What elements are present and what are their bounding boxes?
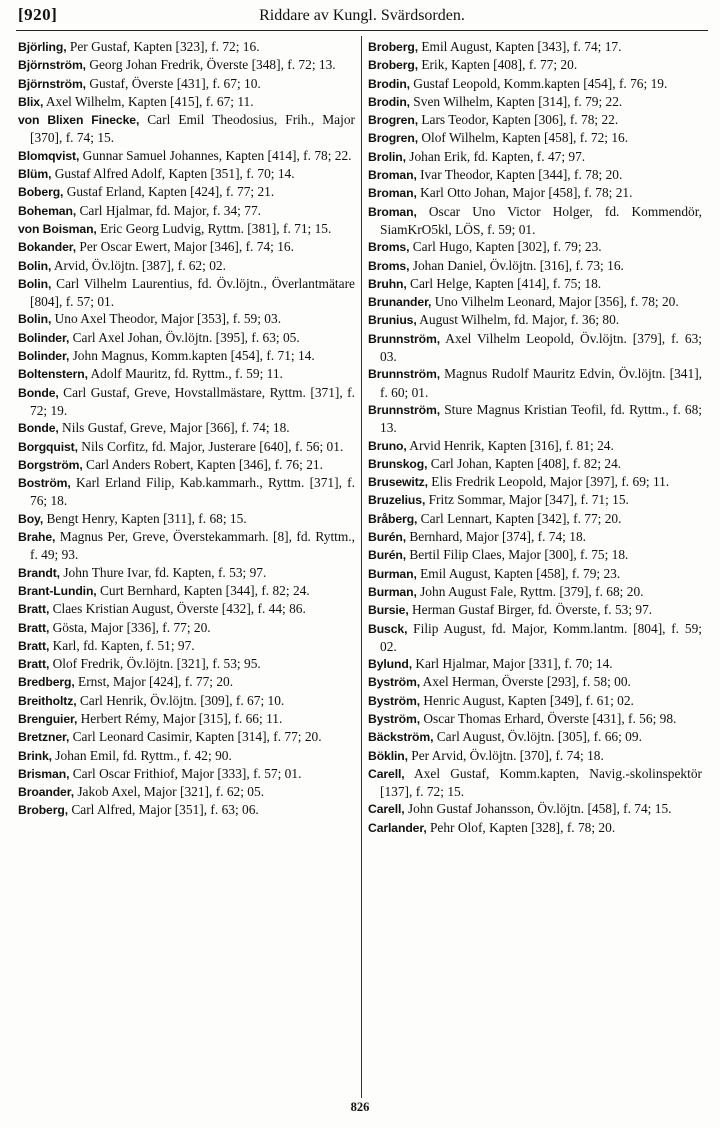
entry-details: Olof Wilhelm, Kapten [458], f. 72; 16. — [418, 130, 629, 146]
register-entry — [18, 202, 355, 220]
entry-details: Per Oscar Ewert, Major [346], f. 74; 16. — [76, 239, 294, 255]
entry-details: Johan Daniel, Öv.löjtn. [316], f. 73; 16. — [409, 257, 624, 273]
register-entry — [18, 419, 355, 437]
entry-details: Uno Axel Theodor, Major [353], f. 59; 03. — [51, 311, 282, 327]
entry-surname: Boberg, — [18, 185, 64, 200]
entry-details: Karl Erland Filip, Kab.kammarh., Ryttm. [371], f. 76; 18. — [30, 475, 355, 509]
entry-details: Bengt Henry, Kapten [311], f. 68; 15. — [43, 510, 247, 526]
register-entry — [368, 293, 702, 311]
entry-details: Emil August, Kapten [343], f. 74; 17. — [418, 39, 622, 54]
entry-surname: Brogren, — [368, 131, 418, 146]
entry-surname: Brisman, — [18, 766, 70, 781]
entry-details: Nils Corfitz, fd. Major, Justerare [640], f. 56; 01. — [77, 438, 344, 454]
entry-details: Gustaf, Överste [431], f. 67; 10. — [85, 75, 261, 91]
entry-surname: Borgström, — [18, 457, 83, 472]
entry-details: Karl Hjalmar, Major [331], f. 70; 14. — [412, 656, 613, 672]
register-entry — [368, 455, 702, 473]
entry-details: Carl Alfred, Major [351], f. 63; 06. — [68, 802, 259, 818]
entry-surname: Broberg, — [368, 40, 418, 54]
entry-surname: Brunnström, — [368, 331, 441, 346]
entry-details: Carl Oscar Frithiof, Major [333], f. 57; 01. — [69, 765, 302, 781]
entry-details: Arvid, Öv.löjtn. [387], f. 62; 02. — [51, 257, 226, 273]
entry-details: Johan Emil, fd. Ryttm., f. 42; 90. — [51, 747, 232, 763]
entry-surname: Bolin, — [18, 258, 52, 273]
entry-details: Ernst, Major [424], f. 77; 20. — [74, 674, 234, 690]
register-entry — [18, 238, 355, 256]
register-entry — [18, 220, 355, 238]
entry-surname: Bruno, — [368, 438, 407, 453]
register-entry — [18, 510, 355, 528]
entry-surname: Bursie, — [368, 603, 409, 618]
register-entry — [368, 437, 702, 455]
entry-surname: Brant-Lundin, — [18, 583, 97, 598]
register-entry — [368, 747, 702, 765]
register-entry — [18, 710, 355, 728]
register-entry — [368, 819, 702, 837]
entry-details: Carl Hjalmar, fd. Major, f. 34; 77. — [76, 202, 261, 218]
entry-details: Carl Lennart, Kapten [342], f. 77; 20. — [417, 510, 622, 526]
entry-details: Carl Helge, Kapten [414], f. 75; 18. — [406, 275, 602, 291]
entry-details: Eric Georg Ludvig, Ryttm. [381], f. 71; 15. — [96, 220, 332, 236]
entry-details: Axel Gustaf, Komm.kapten, Navig.-skolinspektör [137], f. 72; 15. — [380, 765, 702, 800]
register-entry — [18, 165, 355, 183]
entry-surname: Böklin, — [368, 748, 408, 763]
register-entry — [368, 528, 702, 546]
register-entry — [18, 147, 355, 165]
register-entry — [368, 800, 702, 818]
register-entry — [368, 491, 702, 509]
entry-surname: Blix, — [18, 94, 44, 109]
entry-details: Axel Vilhelm Leopold, Öv.löjtn. [379], f. 63; 03. — [380, 330, 702, 365]
running-title: Riddare av Kungl. Svärdsorden. — [259, 7, 465, 24]
page-number-bottom: 826 — [350, 1100, 370, 1114]
entry-details: Sven Wilhelm, Kapten [314], f. 79; 22. — [409, 93, 623, 109]
entry-details: John Thure Ivar, fd. Kapten, f. 53; 97. — [59, 564, 267, 580]
entry-surname: von Boisman, — [18, 221, 97, 236]
register-entry — [18, 655, 355, 673]
entry-details: Oscar Uno Victor Holger, fd. Kommendör, SiamKrO5kl, LÖS, f. 59; 01. — [380, 203, 702, 237]
register-entry — [368, 583, 702, 601]
entry-details: Gustaf Leopold, Komm.kapten [454], f. 76; 19. — [409, 75, 668, 91]
entry-surname: Broberg, — [368, 58, 418, 73]
register-entry — [18, 93, 355, 111]
entry-surname: Brodin, — [368, 76, 410, 91]
register-entry — [368, 728, 702, 746]
entry-details: Curt Bernhard, Kapten [344], f. 82; 24. — [96, 582, 310, 598]
register-entry — [18, 75, 355, 93]
register-entry — [18, 673, 355, 691]
entry-surname: Björnström, — [18, 58, 86, 73]
entry-details: Bertil Filip Claes, Major [300], f. 75; 18. — [406, 547, 629, 563]
register-entry — [368, 365, 702, 401]
entry-details: Emil August, Kapten [458], f. 79; 23. — [416, 565, 621, 581]
entry-surname: Bruzelius, — [368, 493, 426, 508]
entry-details: Herbert Rémy, Major [315], f. 66; 11. — [77, 710, 283, 726]
register-entry — [18, 528, 355, 564]
register-entry — [368, 473, 702, 491]
register-entry — [18, 728, 355, 746]
page-header — [16, 4, 708, 31]
register-entry — [18, 438, 355, 456]
entry-surname: Brodin, — [368, 94, 410, 109]
right-column — [368, 38, 702, 1096]
entry-surname: Brunius, — [368, 313, 417, 328]
entry-details: Oscar Thomas Erhard, Överste [431], f. 56; 98. — [420, 710, 677, 726]
register-entry — [18, 474, 355, 510]
entry-surname: Broms, — [368, 258, 410, 273]
entry-surname: Bolin, — [18, 312, 52, 327]
entry-surname: Brunnström, — [368, 367, 441, 382]
register-entry — [368, 257, 702, 275]
entry-surname: Bolinder, — [18, 330, 70, 345]
entry-details: Nils Gustaf, Greve, Major [366], f. 74; 18. — [58, 420, 290, 436]
entry-surname: Burén, — [368, 530, 406, 545]
register-entry — [368, 620, 702, 656]
register-entry — [18, 747, 355, 765]
register-entry — [18, 275, 355, 311]
entry-surname: Bonde, — [18, 421, 59, 436]
entry-details: Carl Leonard Casimir, Kapten [314], f. 77; 20. — [69, 729, 322, 745]
register-entry — [18, 257, 355, 275]
entry-details: Adolf Mauritz, fd. Ryttm., f. 59; 11. — [87, 366, 283, 382]
entry-details: Bernhard, Major [374], f. 74; 18. — [406, 529, 586, 545]
entry-surname: Carell, — [368, 802, 405, 817]
entry-surname: Bratt, — [18, 638, 50, 653]
entry-details: Carl Vilhelm Laurentius, fd. Öv.löjtn., Överlantmätare [804], f. 57; 01. — [30, 275, 355, 310]
entry-surname: Bråberg, — [368, 511, 418, 526]
entry-surname: Boheman, — [18, 203, 77, 218]
register-entry — [368, 692, 702, 710]
entry-surname: Broman, — [368, 186, 417, 201]
register-entry — [368, 148, 702, 166]
entry-surname: Bretzner, — [18, 730, 70, 745]
entry-details: Pehr Olof, Kapten [328], f. 78; 20. — [426, 819, 616, 835]
entry-surname: von Blixen Finecke, — [18, 113, 140, 128]
entry-details: Uno Vilhelm Leonard, Major [356], f. 78; 20. — [431, 294, 679, 310]
entry-details: Ivar Theodor, Kapten [344], f. 78; 20. — [416, 167, 623, 183]
entry-details: Karl, fd. Kapten, f. 51; 97. — [49, 637, 195, 653]
entry-surname: Brunnström, — [368, 402, 441, 417]
entry-surname: Borgquist, — [18, 439, 78, 454]
entry-surname: Burman, — [368, 566, 417, 581]
entry-details: Henric August, Kapten [349], f. 61; 02. — [420, 692, 634, 708]
register-entry — [18, 365, 355, 383]
entry-details: August Wilhelm, fd. Major, f. 36; 80. — [416, 312, 620, 328]
entry-surname: Broman, — [368, 204, 417, 219]
entry-details: Carl August, Öv.löjtn. [305], f. 66; 09. — [433, 729, 642, 745]
entry-details: Herman Gustaf Birger, fd. Överste, f. 53; 97. — [408, 602, 653, 618]
register-entry — [368, 75, 702, 93]
entry-surname: Boltenstern, — [18, 367, 88, 382]
register-entry — [368, 238, 702, 256]
register-entry — [18, 637, 355, 655]
entry-surname: Blomqvist, — [18, 148, 80, 163]
register-entry — [368, 673, 702, 691]
entry-surname: Björnström, — [18, 76, 86, 91]
entry-details: John August Fale, Ryttm. [379], f. 68; 20. — [416, 583, 644, 599]
entry-surname: Bratt, — [18, 620, 50, 635]
entry-surname: Broander, — [18, 785, 74, 800]
register-entry — [18, 310, 355, 328]
entry-surname: Brink, — [18, 748, 52, 763]
register-entry — [368, 401, 702, 437]
entry-details: John Magnus, Komm.kapten [454], f. 71; 14. — [69, 348, 315, 364]
entry-details: Elis Fredrik Leopold, Major [397], f. 69; 11. — [427, 474, 670, 490]
entry-details: Erik, Kapten [408], f. 77; 20. — [418, 57, 578, 73]
entry-details: John Gustaf Johansson, Öv.löjtn. [458], f. 74; 15. — [404, 801, 672, 817]
entry-surname: Breitholtz, — [18, 693, 77, 708]
entry-details: Fritz Sommar, Major [347], f. 71; 15. — [425, 492, 629, 508]
entry-details: Carl Henrik, Öv.löjtn. [309], f. 67; 10. — [76, 692, 285, 708]
register-entry — [368, 38, 702, 56]
entry-details: Olof Fredrik, Öv.löjtn. [321], f. 53; 95. — [49, 656, 261, 672]
entry-surname: Carlander, — [368, 820, 427, 835]
register-entry — [368, 655, 702, 673]
entry-details: Axel Wilhelm, Kapten [415], f. 67; 11. — [43, 93, 254, 109]
entry-details: Karl Otto Johan, Major [458], f. 78; 21. — [416, 185, 633, 201]
entry-details: Gösta, Major [336], f. 77; 20. — [49, 619, 211, 635]
entry-details: Gustaf Alfred Adolf, Kapten [351], f. 70; 14. — [51, 166, 295, 182]
entry-surname: Boy, — [18, 511, 44, 526]
entry-surname: Bonde, — [18, 385, 59, 400]
entry-surname: Carell, — [368, 766, 405, 781]
entry-details: Carl Axel Johan, Öv.löjtn. [395], f. 63; 05. — [69, 329, 300, 345]
register-entry — [368, 601, 702, 619]
entry-surname: Björling, — [18, 40, 67, 54]
entry-surname: Bredberg, — [18, 675, 75, 690]
register-entry — [18, 801, 355, 819]
entry-details: Claes Kristian August, Överste [432], f. 44; 86. — [49, 601, 306, 617]
entry-surname: Bäckström, — [368, 730, 434, 745]
register-entry — [368, 93, 702, 111]
register-entry — [368, 546, 702, 564]
entry-details: Per Gustaf, Kapten [323], f. 72; 16. — [66, 39, 260, 54]
entry-surname: Brahe, — [18, 530, 56, 545]
entry-details: Georg Johan Fredrik, Överste [348], f. 72; 13. — [85, 57, 336, 73]
entry-surname: Bokander, — [18, 240, 77, 255]
register-entry — [368, 510, 702, 528]
entry-surname: Bolinder, — [18, 349, 70, 364]
register-entry — [18, 111, 355, 147]
entry-details: Gunnar Samuel Johannes, Kapten [414], f. 78; 22. — [79, 147, 352, 163]
entry-details: Magnus Per, Greve, Överstekammarh. [8], fd. Ryttm., f. 49; 93. — [30, 529, 355, 563]
register-entry — [368, 275, 702, 293]
register-entry — [368, 166, 702, 184]
register-entry — [368, 111, 702, 129]
left-column — [18, 38, 355, 1096]
register-entry — [368, 56, 702, 74]
entry-details: Johan Erik, fd. Kapten, f. 47; 97. — [405, 148, 586, 164]
register-entry — [18, 456, 355, 474]
register-entry — [18, 600, 355, 618]
register-entry — [18, 692, 355, 710]
entry-surname: Bruhn, — [368, 276, 407, 291]
entry-details: Carl Anders Robert, Kapten [346], f. 76; 21. — [82, 456, 323, 472]
register-entry — [368, 311, 702, 329]
register-entry — [368, 330, 702, 366]
register-entry — [18, 582, 355, 600]
entry-details: Per Arvid, Öv.löjtn. [370], f. 74; 18. — [407, 747, 604, 763]
entry-details: Gustaf Erland, Kapten [424], f. 77; 21. — [63, 184, 275, 200]
register-entry — [368, 129, 702, 147]
entry-surname: Blüm, — [18, 167, 52, 182]
register-entry — [18, 619, 355, 637]
entry-surname: Bylund, — [368, 657, 412, 672]
entry-details: Arvid Henrik, Kapten [316], f. 81; 24. — [406, 437, 614, 453]
entry-surname: Busck, — [368, 621, 408, 636]
entry-surname: Brandt, — [18, 565, 60, 580]
entry-surname: Bratt, — [18, 602, 50, 617]
entry-surname: Brogren, — [368, 113, 418, 128]
entry-surname: Byström, — [368, 693, 421, 708]
entry-surname: Brunskog, — [368, 456, 428, 471]
register-entry — [18, 329, 355, 347]
entry-surname: Boström, — [18, 476, 71, 491]
register-entry — [368, 203, 702, 239]
entry-surname: Brunander, — [368, 295, 432, 310]
register-entry — [18, 765, 355, 783]
entry-surname: Bratt, — [18, 657, 50, 672]
entry-surname: Broms, — [368, 240, 410, 255]
entry-details: Filip August, fd. Major, Komm.lantm. [804], f. 59; 02. — [380, 620, 702, 654]
entry-surname: Broberg, — [18, 803, 68, 818]
register-entry — [18, 347, 355, 365]
entry-details: Carl Gustaf, Greve, Hovstallmästare, Ryttm. [371], f. 72; 19. — [30, 384, 355, 418]
entry-surname: Bolin, — [18, 276, 52, 291]
entry-surname: Burman, — [368, 584, 417, 599]
entry-details: Carl Emil Theodosius, Frih., Major [370], f. 74; 15. — [30, 112, 355, 146]
register-entry — [368, 565, 702, 583]
column-divider — [361, 36, 362, 1098]
entry-details: Magnus Rudolf Mauritz Edvin, Öv.löjtn. [341], f. 60; 01. — [380, 366, 702, 400]
entry-surname: Byström, — [368, 711, 421, 726]
register-entry — [18, 384, 355, 420]
entry-details: Sture Magnus Kristian Teofil, fd. Ryttm., f. 68; 13. — [380, 401, 702, 436]
register-entry — [18, 56, 355, 74]
register-entry — [18, 783, 355, 801]
register-entry — [368, 765, 702, 801]
page-number-top: [920] — [18, 5, 58, 24]
entry-details: Jakob Axel, Major [321], f. 62; 05. — [74, 784, 265, 800]
entry-details: Carl Hugo, Kapten [302], f. 79; 23. — [409, 239, 602, 255]
entry-surname: Broman, — [368, 168, 417, 183]
register-entry — [368, 710, 702, 728]
register-entry — [18, 564, 355, 582]
entry-surname: Brusewitz, — [368, 475, 428, 490]
entry-details: Lars Teodor, Kapten [306], f. 78; 22. — [418, 112, 619, 128]
entry-surname: Brolin, — [368, 149, 406, 164]
register-entry — [18, 183, 355, 201]
register-entry — [368, 184, 702, 202]
entry-surname: Brenguier, — [18, 711, 78, 726]
entry-surname: Byström, — [368, 675, 421, 690]
register-entry — [18, 38, 355, 56]
entry-surname: Burén, — [368, 548, 406, 563]
entry-details: Axel Herman, Överste [293], f. 58; 00. — [420, 674, 631, 690]
entry-details: Carl Johan, Kapten [408], f. 82; 24. — [427, 455, 622, 471]
